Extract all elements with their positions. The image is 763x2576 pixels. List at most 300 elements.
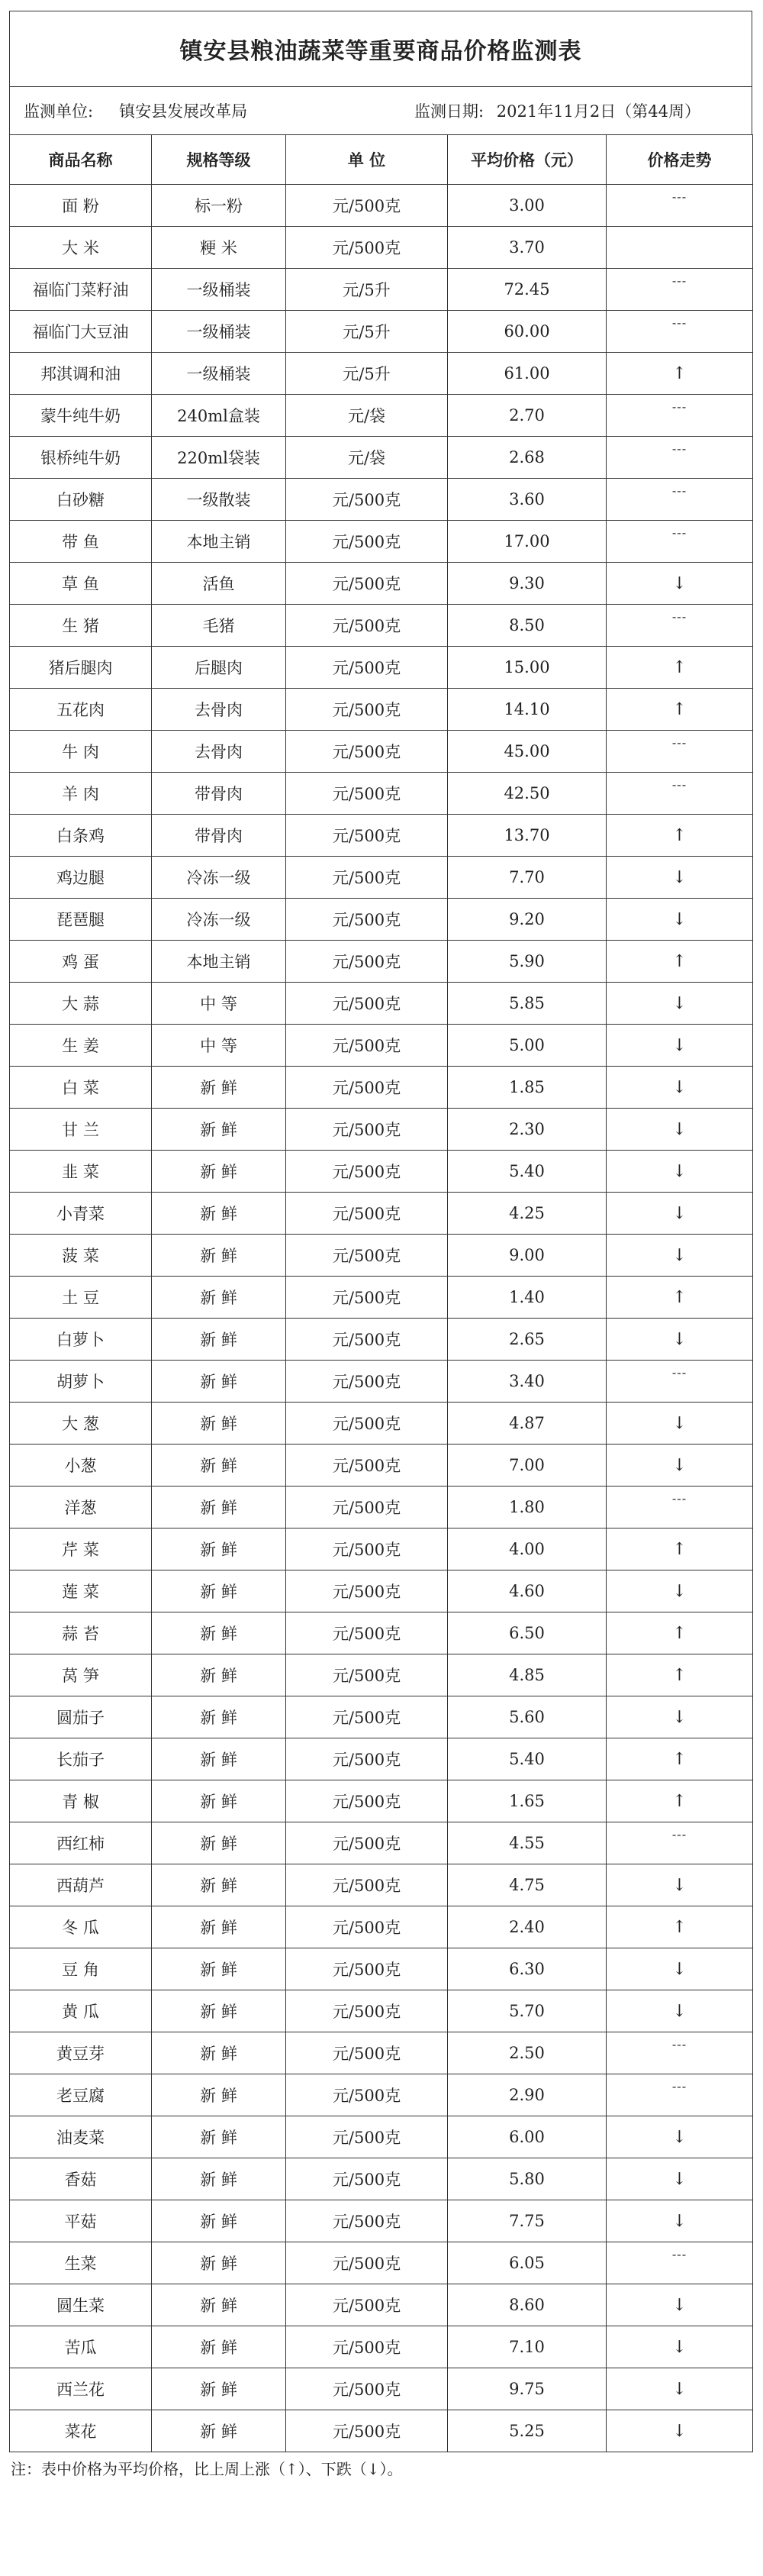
price-cell: 9.75 (448, 2368, 607, 2410)
spec-cell: 新 鲜 (152, 1822, 286, 1864)
price-table (9, 134, 753, 2452)
spec-cell: 新 鲜 (152, 1906, 286, 1948)
price-cell: 7.75 (448, 2200, 607, 2242)
spec-cell: 新 鲜 (152, 2200, 286, 2242)
unit-cell: 元/500克 (286, 185, 448, 227)
table-row (10, 563, 753, 605)
table-row (10, 2368, 753, 2410)
trend-cell (607, 647, 753, 689)
flat-dash-icon: --- (671, 1491, 687, 1506)
table-row (10, 395, 753, 437)
spec-cell: 一级桶装 (152, 269, 286, 311)
spec-cell: 新 鲜 (152, 2116, 286, 2158)
spec-cell: 新 鲜 (152, 2032, 286, 2074)
unit-cell: 元/500克 (286, 2074, 448, 2116)
spec-cell: 毛猪 (152, 605, 286, 647)
down-arrow-icon: ↓ (672, 993, 687, 1013)
table-row (10, 605, 753, 647)
trend-cell (607, 1696, 753, 1738)
price-cell: 4.00 (448, 1528, 607, 1570)
table-row (10, 1612, 753, 1654)
monitor-date (414, 99, 708, 122)
price-cell: 5.40 (448, 1151, 607, 1193)
spec-cell: 标一粉 (152, 185, 286, 227)
trend-cell (607, 227, 753, 269)
flat-dash-icon: --- (671, 273, 687, 288)
price-cell: 4.25 (448, 1193, 607, 1235)
flat-dash-icon: --- (671, 525, 687, 540)
monitor-date-value: 2021年11月2日（第44周） (496, 102, 701, 121)
unit-cell: 元/500克 (286, 1067, 448, 1109)
trend-cell (607, 1403, 753, 1445)
trend-cell (607, 1235, 753, 1277)
unit-cell: 元/500克 (286, 2410, 448, 2452)
down-arrow-icon: ↓ (672, 1119, 687, 1139)
unit-cell: 元/500克 (286, 773, 448, 815)
trend-cell (607, 1487, 753, 1528)
product-name-cell: 土 豆 (10, 1277, 152, 1319)
price-cell: 1.40 (448, 1277, 607, 1319)
price-cell: 4.87 (448, 1403, 607, 1445)
spec-cell: 新 鲜 (152, 1948, 286, 1990)
spec-cell: 新 鲜 (152, 1487, 286, 1528)
product-name-cell: 白砂糖 (10, 479, 152, 521)
spec-cell: 本地主销 (152, 941, 286, 983)
unit-cell: 元/袋 (286, 395, 448, 437)
price-cell: 15.00 (448, 647, 607, 689)
unit-cell: 元/500克 (286, 857, 448, 899)
monitor-unit-label: 监测单位: (24, 102, 94, 121)
trend-cell (607, 2158, 753, 2200)
up-arrow-icon: ↑ (672, 1539, 687, 1559)
spec-cell: 新 鲜 (152, 1151, 286, 1193)
down-arrow-icon: ↓ (672, 1959, 687, 1979)
down-arrow-icon: ↓ (672, 2379, 687, 2399)
down-arrow-icon: ↓ (672, 2211, 687, 2231)
unit-cell: 元/500克 (286, 2326, 448, 2368)
trend-cell (607, 857, 753, 899)
product-name-cell: 羊 肉 (10, 773, 152, 815)
trend-cell (607, 2032, 753, 2074)
price-cell: 2.90 (448, 2074, 607, 2116)
down-arrow-icon: ↓ (672, 573, 687, 593)
spec-cell: 新 鲜 (152, 1109, 286, 1151)
product-name-cell: 白条鸡 (10, 815, 152, 857)
product-name-cell: 老豆腐 (10, 2074, 152, 2116)
header-unit: 单 位 (286, 135, 448, 185)
spec-cell: 新 鲜 (152, 1738, 286, 1780)
unit-cell: 元/500克 (286, 1487, 448, 1528)
up-arrow-icon: ↑ (672, 657, 687, 677)
down-arrow-icon: ↓ (672, 1455, 687, 1475)
product-name-cell: 胡萝卜 (10, 1361, 152, 1403)
spec-cell: 去骨肉 (152, 731, 286, 773)
table-row (10, 1570, 753, 1612)
trend-cell (607, 1361, 753, 1403)
price-cell: 72.45 (448, 269, 607, 311)
table-row (10, 941, 753, 983)
trend-cell (607, 941, 753, 983)
up-arrow-icon: ↑ (672, 1791, 687, 1811)
down-arrow-icon: ↓ (672, 867, 687, 887)
down-arrow-icon: ↓ (672, 2337, 687, 2357)
table-row (10, 2158, 753, 2200)
price-cell: 8.50 (448, 605, 607, 647)
spec-cell: 新 鲜 (152, 1193, 286, 1235)
price-cell: 61.00 (448, 353, 607, 395)
down-arrow-icon: ↓ (672, 2001, 687, 2021)
unit-cell: 元/500克 (286, 815, 448, 857)
product-name-cell: 猪后腿肉 (10, 647, 152, 689)
monitor-unit-value: 镇安县发展改革局 (119, 102, 248, 121)
spec-cell: 一级桶装 (152, 353, 286, 395)
table-row (10, 731, 753, 773)
unit-cell: 元/500克 (286, 1151, 448, 1193)
table-row (10, 2284, 753, 2326)
trend-cell (607, 2074, 753, 2116)
spec-cell: 一级散装 (152, 479, 286, 521)
price-cell: 3.40 (448, 1361, 607, 1403)
product-name-cell: 五花肉 (10, 689, 152, 731)
table-row (10, 1654, 753, 1696)
table-row (10, 689, 753, 731)
trend-cell (607, 773, 753, 815)
price-cell: 7.00 (448, 1445, 607, 1487)
flat-dash-icon: --- (671, 315, 687, 330)
unit-cell: 元/500克 (286, 941, 448, 983)
table-row (10, 2410, 753, 2452)
flat-dash-icon: --- (671, 1827, 687, 1842)
trend-cell (607, 1864, 753, 1906)
product-name-cell: 白 菜 (10, 1067, 152, 1109)
product-name-cell: 长茄子 (10, 1738, 152, 1780)
down-arrow-icon: ↓ (672, 1707, 687, 1727)
unit-cell: 元/500克 (286, 1948, 448, 1990)
unit-cell: 元/500克 (286, 1193, 448, 1235)
down-arrow-icon: ↓ (672, 1161, 687, 1181)
flat-dash-icon: --- (671, 189, 687, 204)
table-row (10, 353, 753, 395)
flat-dash-icon: --- (671, 777, 687, 792)
spec-cell: 后腿肉 (152, 647, 286, 689)
spec-cell: 新 鲜 (152, 1445, 286, 1487)
unit-cell: 元/500克 (286, 647, 448, 689)
down-arrow-icon: ↓ (672, 1077, 687, 1097)
table-row (10, 2074, 753, 2116)
price-cell: 9.20 (448, 899, 607, 941)
product-name-cell: 草 鱼 (10, 563, 152, 605)
flat-dash-icon: --- (671, 735, 687, 750)
spec-cell: 新 鲜 (152, 1570, 286, 1612)
table-row (10, 185, 753, 227)
table-row (10, 1277, 753, 1319)
table-row (10, 1319, 753, 1361)
trend-cell (607, 2368, 753, 2410)
spec-cell: 新 鲜 (152, 1780, 286, 1822)
spec-cell: 新 鲜 (152, 2242, 286, 2284)
trend-cell (607, 983, 753, 1025)
unit-cell: 元/500克 (286, 1696, 448, 1738)
table-row (10, 1109, 753, 1151)
flat-dash-icon: --- (671, 2037, 687, 2051)
unit-cell: 元/500克 (286, 983, 448, 1025)
spec-cell: 新 鲜 (152, 1654, 286, 1696)
trend-cell (607, 353, 753, 395)
up-arrow-icon: ↑ (672, 363, 687, 383)
trend-cell (607, 1738, 753, 1780)
product-name-cell: 黄 瓜 (10, 1990, 152, 2032)
product-name-cell: 福临门菜籽油 (10, 269, 152, 311)
unit-cell: 元/500克 (286, 1319, 448, 1361)
spec-cell: 带骨肉 (152, 815, 286, 857)
product-name-cell: 蒜 苔 (10, 1612, 152, 1654)
unit-cell: 元/500克 (286, 2158, 448, 2200)
flat-dash-icon: --- (671, 2247, 687, 2261)
product-name-cell: 豆 角 (10, 1948, 152, 1990)
table-row (10, 227, 753, 269)
spec-cell: 新 鲜 (152, 1403, 286, 1445)
unit-cell: 元/500克 (286, 227, 448, 269)
down-arrow-icon: ↓ (672, 1329, 687, 1349)
unit-cell: 元/500克 (286, 2116, 448, 2158)
table-row (10, 2116, 753, 2158)
unit-cell: 元/500克 (286, 1654, 448, 1696)
header-name: 商品名称 (10, 135, 152, 185)
unit-cell: 元/500克 (286, 2284, 448, 2326)
price-cell: 17.00 (448, 521, 607, 563)
price-cell: 5.00 (448, 1025, 607, 1067)
spec-cell: 粳 米 (152, 227, 286, 269)
price-cell: 5.60 (448, 1696, 607, 1738)
product-name-cell: 面 粉 (10, 185, 152, 227)
table-row (10, 1235, 753, 1277)
product-name-cell: 苦瓜 (10, 2326, 152, 2368)
unit-cell: 元/500克 (286, 1738, 448, 1780)
product-name-cell: 鸡边腿 (10, 857, 152, 899)
unit-cell: 元/500克 (286, 1990, 448, 2032)
trend-cell (607, 2116, 753, 2158)
flat-dash-icon: --- (671, 1365, 687, 1380)
table-row (10, 1403, 753, 1445)
table-row (10, 1193, 753, 1235)
spec-cell: 新 鲜 (152, 2326, 286, 2368)
price-cell: 2.65 (448, 1319, 607, 1361)
up-arrow-icon: ↑ (672, 1287, 687, 1307)
price-cell: 2.70 (448, 395, 607, 437)
trend-cell (607, 2326, 753, 2368)
table-header-row (10, 135, 753, 185)
product-name-cell: 小青菜 (10, 1193, 152, 1235)
product-name-cell: 冬 瓜 (10, 1906, 152, 1948)
price-cell: 4.60 (448, 1570, 607, 1612)
flat-dash-icon: --- (671, 2079, 687, 2093)
unit-cell: 元/500克 (286, 2242, 448, 2284)
price-cell: 2.40 (448, 1906, 607, 1948)
down-arrow-icon: ↓ (672, 2421, 687, 2441)
spec-cell: 中 等 (152, 983, 286, 1025)
spec-cell: 新 鲜 (152, 1319, 286, 1361)
price-cell: 14.10 (448, 689, 607, 731)
unit-cell: 元/5升 (286, 311, 448, 353)
spec-cell: 本地主销 (152, 521, 286, 563)
header-trend: 价格走势 (607, 135, 753, 185)
spec-cell: 240ml盒装 (152, 395, 286, 437)
trend-cell (607, 1445, 753, 1487)
product-name-cell: 菜花 (10, 2410, 152, 2452)
table-row (10, 1487, 753, 1528)
spec-cell: 新 鲜 (152, 1361, 286, 1403)
product-name-cell: 菠 菜 (10, 1235, 152, 1277)
trend-cell (607, 2200, 753, 2242)
unit-cell: 元/500克 (286, 563, 448, 605)
product-name-cell: 琵琶腿 (10, 899, 152, 941)
price-cell: 13.70 (448, 815, 607, 857)
spec-cell: 带骨肉 (152, 773, 286, 815)
down-arrow-icon: ↓ (672, 2295, 687, 2315)
spec-cell: 新 鲜 (152, 1067, 286, 1109)
product-name-cell: 青 椒 (10, 1780, 152, 1822)
unit-cell: 元/500克 (286, 1780, 448, 1822)
table-row (10, 1948, 753, 1990)
table-row (10, 2200, 753, 2242)
down-arrow-icon: ↓ (672, 1581, 687, 1601)
down-arrow-icon: ↓ (672, 1875, 687, 1895)
up-arrow-icon: ↑ (672, 1623, 687, 1643)
up-arrow-icon: ↑ (672, 951, 687, 971)
up-arrow-icon: ↑ (672, 825, 687, 845)
spec-cell: 冷冻一级 (152, 857, 286, 899)
spec-cell: 活鱼 (152, 563, 286, 605)
price-cell: 6.00 (448, 2116, 607, 2158)
trend-cell (607, 311, 753, 353)
product-name-cell: 鸡 蛋 (10, 941, 152, 983)
flat-dash-icon: --- (671, 399, 687, 414)
price-cell: 5.25 (448, 2410, 607, 2452)
spec-cell: 新 鲜 (152, 2158, 286, 2200)
product-name-cell: 小葱 (10, 1445, 152, 1487)
price-cell: 2.68 (448, 437, 607, 479)
meta-row (9, 86, 752, 134)
price-cell: 7.70 (448, 857, 607, 899)
up-arrow-icon: ↑ (672, 1749, 687, 1769)
table-row (10, 311, 753, 353)
spec-cell: 去骨肉 (152, 689, 286, 731)
product-name-cell: 生 姜 (10, 1025, 152, 1067)
trend-cell (607, 437, 753, 479)
trend-cell (607, 269, 753, 311)
product-name-cell: 邦淇调和油 (10, 353, 152, 395)
table-row (10, 479, 753, 521)
price-sheet (9, 11, 752, 2479)
price-cell: 8.60 (448, 2284, 607, 2326)
down-arrow-icon: ↓ (672, 2169, 687, 2189)
price-cell: 9.00 (448, 1235, 607, 1277)
trend-cell (607, 1612, 753, 1654)
unit-cell: 元/500克 (286, 1528, 448, 1570)
trend-cell (607, 605, 753, 647)
product-name-cell: 芹 菜 (10, 1528, 152, 1570)
spec-cell: 220ml袋装 (152, 437, 286, 479)
price-cell: 3.60 (448, 479, 607, 521)
spec-cell: 中 等 (152, 1025, 286, 1067)
price-cell: 5.85 (448, 983, 607, 1025)
table-row (10, 815, 753, 857)
spec-cell: 新 鲜 (152, 1612, 286, 1654)
monitor-date-label: 监测日期: (414, 102, 485, 121)
trend-cell (607, 1528, 753, 1570)
footnote: 注：表中价格为平均价格，比上周上涨（↑）、下跌（↓）。 (11, 2460, 403, 2478)
table-body (10, 185, 753, 2452)
trend-cell (607, 1822, 753, 1864)
table-row (10, 1067, 753, 1109)
price-cell: 42.50 (448, 773, 607, 815)
unit-cell: 元/500克 (286, 521, 448, 563)
unit-cell: 元/500克 (286, 1570, 448, 1612)
table-row (10, 983, 753, 1025)
spec-cell: 新 鲜 (152, 1528, 286, 1570)
price-cell: 60.00 (448, 311, 607, 353)
price-cell: 1.65 (448, 1780, 607, 1822)
product-name-cell: 圆生菜 (10, 2284, 152, 2326)
table-row (10, 1906, 753, 1948)
unit-cell: 元/500克 (286, 1403, 448, 1445)
unit-cell: 元/500克 (286, 479, 448, 521)
product-name-cell: 香菇 (10, 2158, 152, 2200)
product-name-cell: 大 蒜 (10, 983, 152, 1025)
product-name-cell: 蒙牛纯牛奶 (10, 395, 152, 437)
price-cell: 45.00 (448, 731, 607, 773)
flat-dash-icon: --- (671, 483, 687, 498)
trend-cell (607, 2284, 753, 2326)
trend-cell (607, 1277, 753, 1319)
product-name-cell: 西红柿 (10, 1822, 152, 1864)
trend-cell (607, 2242, 753, 2284)
trend-cell (607, 185, 753, 227)
price-cell: 4.85 (448, 1654, 607, 1696)
price-cell: 5.80 (448, 2158, 607, 2200)
down-arrow-icon: ↓ (672, 1413, 687, 1433)
spec-cell: 新 鲜 (152, 1990, 286, 2032)
trend-cell (607, 563, 753, 605)
header-spec: 规格等级 (152, 135, 286, 185)
table-row (10, 1864, 753, 1906)
product-name-cell: 莴 笋 (10, 1654, 152, 1696)
unit-cell: 元/500克 (286, 689, 448, 731)
spec-cell: 一级桶装 (152, 311, 286, 353)
table-row (10, 1025, 753, 1067)
spec-cell: 新 鲜 (152, 2074, 286, 2116)
table-row (10, 1990, 753, 2032)
flat-dash-icon: --- (671, 609, 687, 624)
trend-cell (607, 689, 753, 731)
table-row (10, 1822, 753, 1864)
price-cell: 3.70 (448, 227, 607, 269)
unit-cell: 元/500克 (286, 1612, 448, 1654)
up-arrow-icon: ↑ (672, 699, 687, 719)
trend-cell (607, 1948, 753, 1990)
trend-cell (607, 1906, 753, 1948)
spec-cell: 新 鲜 (152, 1277, 286, 1319)
unit-cell: 元/500克 (286, 731, 448, 773)
spec-cell: 新 鲜 (152, 1864, 286, 1906)
unit-cell: 元/500克 (286, 1277, 448, 1319)
product-name-cell: 生菜 (10, 2242, 152, 2284)
product-name-cell: 福临门大豆油 (10, 311, 152, 353)
price-cell: 7.10 (448, 2326, 607, 2368)
spec-cell: 新 鲜 (152, 1696, 286, 1738)
spec-cell: 新 鲜 (152, 2284, 286, 2326)
spec-cell: 新 鲜 (152, 1235, 286, 1277)
